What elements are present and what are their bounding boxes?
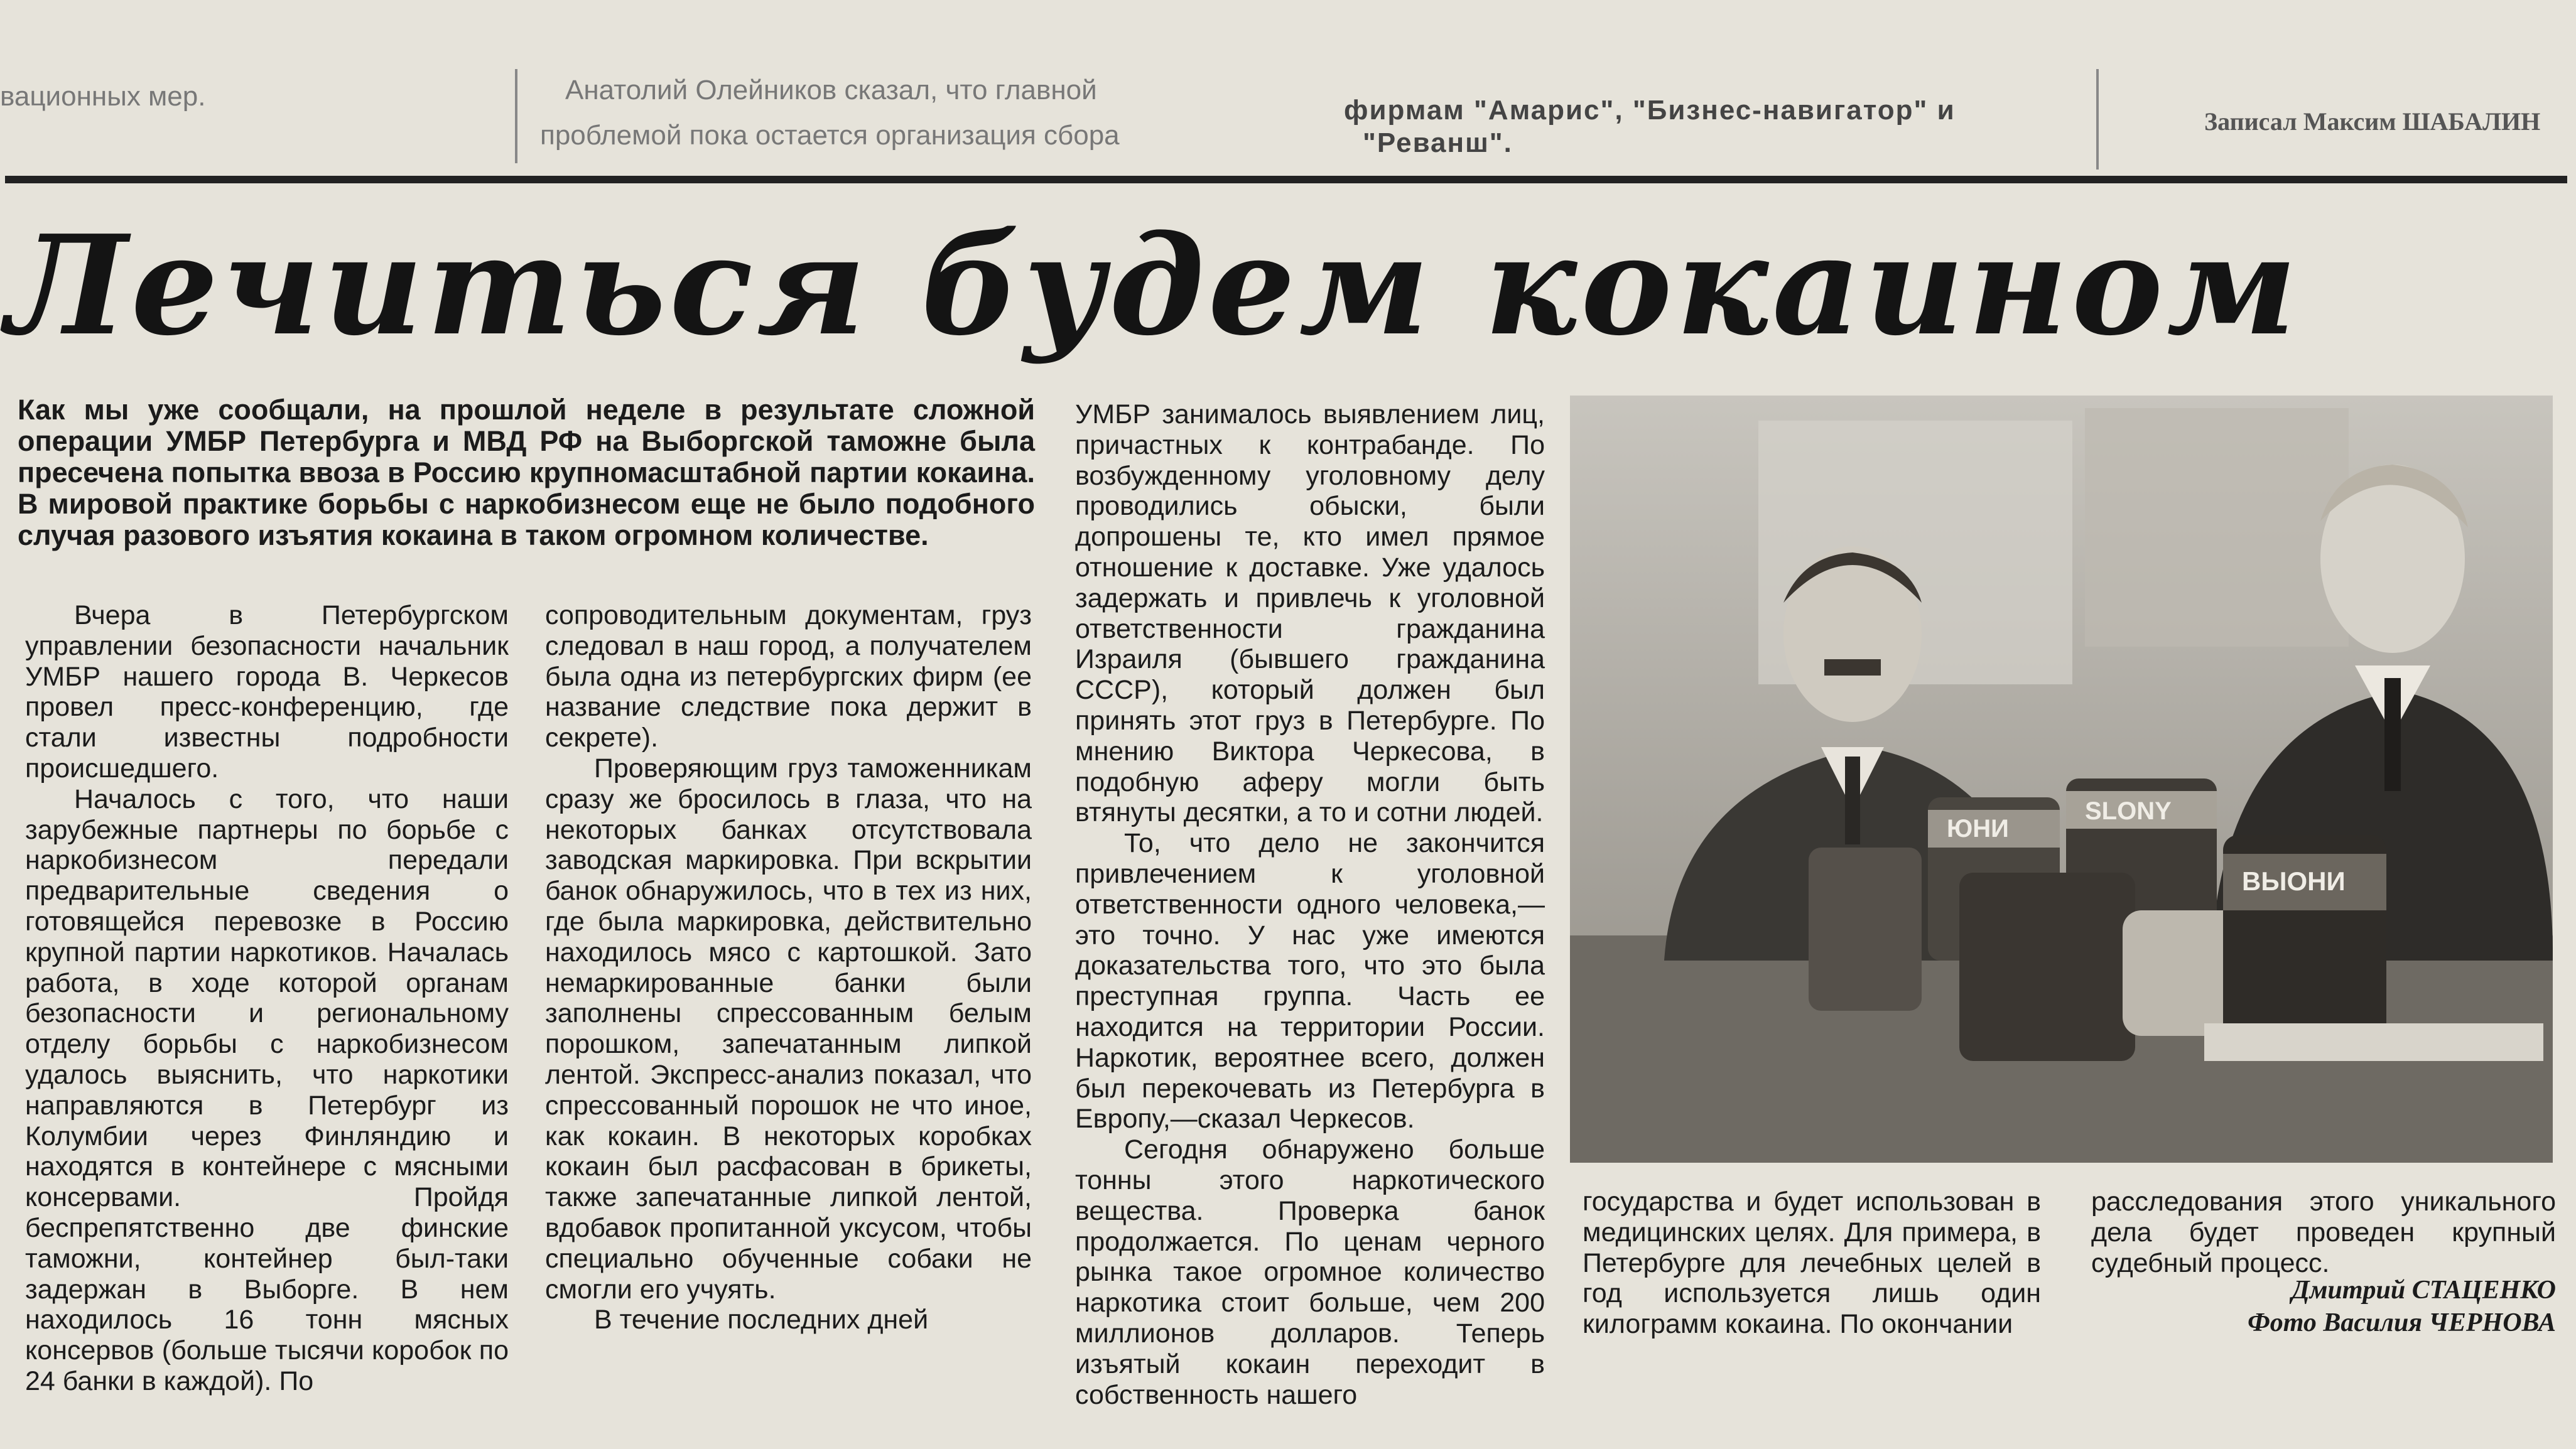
photo-illustration	[1570, 396, 2553, 1163]
article-column-1	[25, 600, 509, 1397]
paragraph: Вчера в Петербургском управлении безопасности начальник УМБР нашего города В. Черкесов провел пресс-конференцию, где стали известны подробности происшедшего.	[25, 600, 509, 784]
paragraph: Сегодня обнаружено больше тонны этого наркотического вещества. Проверка банок продолжается. По ценам черного рынка такое огромное количество наркотика стоит больше, чем 200 миллионов долларов. Теперь изъятый кокаин переходит в собственность нашего	[1075, 1134, 1545, 1410]
paragraph: То, что дело не закончится привлечением к уголовной ответственности одного человека,—это точно. У нас уже имеются доказательства того, что это была преступная группа. Часть ее находится на территории России. Наркотик, вероятнее всего, должен был перекочевать из Петербурга в Европу,—сказал Черкесов.	[1075, 828, 1545, 1134]
article-column-4: государства и будет использован в медицинских целях. Для примера, в Петербурге для лечебных целей в год используется лишь один килограмм кокаина. По окончании	[1583, 1187, 2041, 1340]
article-column-5: расследования этого уникального дела будет проведен крупный судебный процесс.	[2091, 1187, 2556, 1278]
paragraph: Началось с того, что наши зарубежные партнеры по борьбе с наркобизнесом передали предварительные сведения о готовящейся перевозке в Россию крупной партии наркотиков. Началась работа, в ходе которой органам безопасности и региональному отделу борьбы с наркобизнесом удалось выяснить, что наркотики направляются в Петербург из Колумбии через Финляндию и находятся в контейнере с мясными консервами. Пройдя беспрепятственно две финские таможни, контейнер был-таки задержан в Выборге. В нем находилось 16 тонн мясных консервов (больше тысячи коробок по 24 банки в каждой). По	[25, 784, 509, 1396]
section-rule	[5, 176, 2567, 183]
paragraph: УМБР занималось выявлением лиц, причастных к контрабанде. По возбужденному уголовному делу проводились обыски, были допрошены те, кто имел прямое отношение к доставке. Уже удалось задержать и привлечь к уголовной ответственности гражданина Израиля (бывшего гражданина СССР), который должен был принять этот груз в Петербурге. По мнению Виктора Черкесова, в подобную аферу могли быть втянуты десятки, а то и сотни людей.	[1075, 399, 1545, 828]
previous-article-firms: фирмам "Амарис", "Бизнес-навигатор" и	[1344, 95, 1956, 126]
paragraph: сопроводительным документам, груз следовал в наш город, а получателем была одна из петербургских фирм (ее название следствие пока держит в секрете).	[545, 600, 1032, 753]
article-column-2	[545, 600, 1032, 1335]
headline: Лечиться будем кокаином	[6, 205, 2301, 366]
previous-article-fragment: вационных мер.	[0, 81, 206, 112]
article-column-3	[1075, 399, 1545, 1410]
previous-article-line: проблемой пока остается организация сбора	[540, 120, 1120, 151]
column-divider	[2096, 69, 2099, 170]
can-label: ВЫОНИ	[2242, 866, 2346, 896]
can-label: SLONY	[2085, 797, 2172, 825]
photo-credit: Фото Василия ЧЕРНОВА	[2248, 1308, 2556, 1337]
paragraph: В течение последних дней	[594, 1305, 929, 1335]
column-divider	[515, 69, 517, 163]
previous-article-byline: Записал Максим ШАБАЛИН	[2204, 107, 2541, 136]
can-label: ЮНИ	[1947, 815, 2009, 843]
paragraph: Проверяющим груз таможенникам сразу же бросилось в глаза, что на некоторых банках отсутствовала заводская маркировка. При вскрытии банок обнаружилось, что в тех из них, где была маркировка, действительно находилось мясо с картошкой. Зато немаркированные банки были заполнены спрессованным белым порошком, запечатанным липкой лентой. Экспресс-анализ показал, что спрессованный порошок не что иное, как кокаин. В некоторых коробках кокаин был расфасован в брикеты, также запечатанные липкой лентой, вдобавок пропитанной уксусом, чтобы специально обученные собаки не смогли его учуять.	[545, 753, 1032, 1305]
previous-article-firms: "Реванш".	[1363, 127, 1513, 158]
press-conference-photo	[1570, 396, 2553, 1163]
lead-paragraph: Как мы уже сообщали, на прошлой неделе в результате сложной операции УМБР Петербурга и МВД РФ на Выборгской таможне была пресечена попытка ввоза в Россию крупномасштабной партии кокаина. В мировой практике борьбы с наркобизнесом еще не было подобного случая разового изъятия кокаина в таком огромном количестве.	[18, 394, 1035, 551]
author-byline: Дмитрий СТАЦЕНКО	[2292, 1276, 2556, 1305]
previous-article-line: Анатолий Олейников сказал, что главной	[565, 75, 1097, 105]
